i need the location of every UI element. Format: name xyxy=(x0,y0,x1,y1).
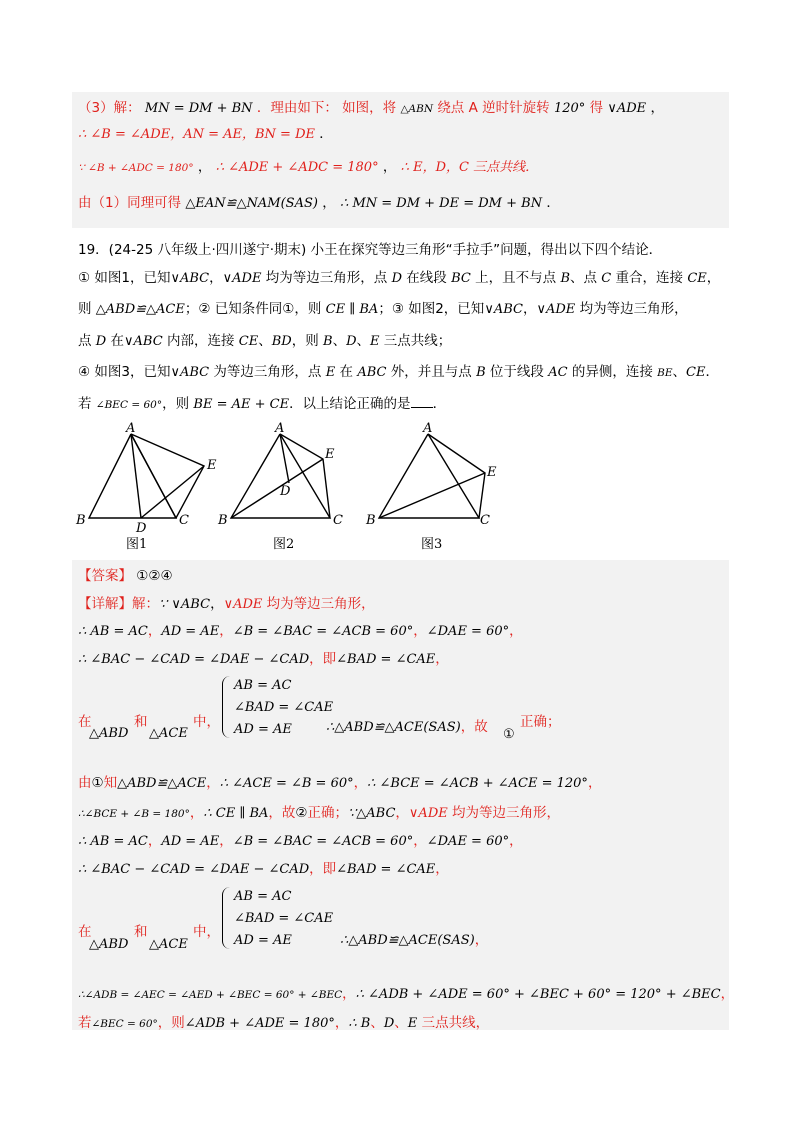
text: ， xyxy=(322,195,336,211)
sys2-mid xyxy=(134,922,148,942)
math: ∨ADE xyxy=(223,597,263,612)
text: 、 xyxy=(258,333,272,349)
text: 均为等边三角形，点 xyxy=(261,270,392,286)
fig2-label-d: D xyxy=(280,484,291,499)
figure-2 xyxy=(231,434,330,518)
text: ， xyxy=(435,651,449,667)
math: AD = AE xyxy=(161,624,220,639)
sys2-post xyxy=(193,922,220,942)
math: △EAN≌△NAM(SAS) xyxy=(185,196,318,211)
sys2-conclusion xyxy=(340,930,488,951)
text: 均为等边三角形， xyxy=(575,301,688,317)
text: ， xyxy=(197,159,212,175)
math: ∨ABC xyxy=(170,365,210,380)
part3-line3 xyxy=(78,157,538,178)
text: 在线段 xyxy=(402,270,452,286)
q19-line1 xyxy=(78,240,662,260)
text: 均为等边三角形， xyxy=(262,596,375,612)
math: ∴∠BCE + ∠B = 180° xyxy=(78,808,190,820)
math: BE = AE + CE xyxy=(193,397,290,412)
left-brace xyxy=(222,887,231,949)
math: CE xyxy=(238,334,259,349)
math: B xyxy=(476,365,486,380)
math: ∴ E，D，C 三点共线． xyxy=(400,160,539,175)
fig1-caption: 图1 xyxy=(126,537,148,552)
math: CE xyxy=(686,365,706,380)
detail-line7 xyxy=(78,831,523,852)
text: ，即 xyxy=(309,861,337,877)
text: 外，并且与点 xyxy=(386,364,477,380)
math: B xyxy=(560,271,570,286)
math: ∵ ∨ABC xyxy=(159,597,211,612)
text: ，则 xyxy=(162,396,194,412)
text: 、 xyxy=(394,1015,408,1031)
math: ∠BAD = ∠CAE xyxy=(336,652,436,667)
text: 和 xyxy=(134,714,148,730)
sys1-row: ∠BAD = ∠CAE xyxy=(234,700,334,715)
text: ， xyxy=(413,623,427,639)
math: ∴ ∠ACE = ∠B = 60° xyxy=(219,776,354,791)
text: ，则 xyxy=(291,333,323,349)
fig2-triangle-abc xyxy=(231,434,330,518)
text: 上，且不与点 xyxy=(470,270,561,286)
part3-line2 xyxy=(78,124,333,145)
text: ， xyxy=(435,861,449,877)
fig2-seg-be xyxy=(231,459,323,518)
detail-line8 xyxy=(78,859,449,880)
math: ∨ADE xyxy=(536,302,576,317)
text: ② xyxy=(295,805,308,821)
text: 、 xyxy=(672,364,687,380)
text: 由（1）同理可得 xyxy=(78,195,182,211)
sys1-triangle1: △ABD xyxy=(89,726,129,741)
text: 中， xyxy=(193,924,220,940)
math: ∴ ∠BAC − ∠CAD = ∠DAE − ∠CAD xyxy=(78,652,310,667)
math: BC xyxy=(451,271,471,286)
text: ① 如图1，已知 xyxy=(78,270,171,286)
text: 在 xyxy=(78,924,92,940)
text: 则 xyxy=(78,301,96,317)
fig2-label-b: B xyxy=(218,513,228,528)
text: ， xyxy=(474,932,489,948)
fig2-label-c: C xyxy=(333,513,343,528)
math: ∴ CE ∥ BA xyxy=(203,806,269,821)
text: ， xyxy=(509,623,523,639)
answer-blank xyxy=(411,395,433,408)
math: ∴ ∠ADE + ∠ADC = 180° xyxy=(215,160,379,175)
text: 正确； xyxy=(520,714,561,730)
text: ．理由如下： xyxy=(256,100,338,116)
fig2-label-e: E xyxy=(325,447,335,462)
math: AC xyxy=(548,365,568,380)
math: ∴△ABD≌△ACE(SAS) xyxy=(340,933,475,948)
text: 均为等边三角形， xyxy=(447,805,561,821)
math: ∴ ∠ADB + ∠ADE = 60° + ∠BEC + 60° = 120° + ∠BEC xyxy=(355,987,721,1002)
text: ， xyxy=(509,833,523,849)
fig2-label-a: A xyxy=(275,421,285,436)
figure-3 xyxy=(379,434,485,518)
text: 和 xyxy=(134,924,148,940)
math: BE xyxy=(657,367,673,379)
text: ．以上结论正确的是 xyxy=(289,396,411,412)
detail-line9 xyxy=(78,984,734,1005)
q19-line2 xyxy=(78,268,720,289)
text: 内部，连接 xyxy=(162,333,239,349)
text: ，即 xyxy=(309,651,337,667)
math: D xyxy=(95,334,107,349)
text: ， xyxy=(395,805,409,821)
sys2-triangle2: △ACE xyxy=(149,937,188,952)
text: ，故 xyxy=(268,805,296,821)
sys1-tail2 xyxy=(520,712,561,732)
text: 在 xyxy=(106,333,125,349)
math: ∴ AB = AC xyxy=(78,624,148,639)
text: ． xyxy=(705,364,719,380)
part3-line4 xyxy=(78,193,560,214)
math: D xyxy=(383,1016,395,1031)
math: ∴ AB = AC xyxy=(78,834,148,849)
part3-line1 xyxy=(78,98,664,119)
math: ABC xyxy=(357,365,387,380)
fig1-sides-ae-ec xyxy=(131,434,204,518)
detail-line2 xyxy=(78,621,523,642)
sys1-triangle2: △ACE xyxy=(149,726,188,741)
math: CE xyxy=(687,271,707,286)
text: ， xyxy=(587,775,602,791)
math: B xyxy=(323,334,333,349)
text: 得 xyxy=(589,100,604,116)
sys2-row: AB = AC xyxy=(234,889,292,904)
text: 如图，将 xyxy=(342,100,397,116)
text: 绕点 A 逆时针旋转 xyxy=(437,100,550,116)
text: ， xyxy=(382,159,397,175)
fig3-label-e: E xyxy=(487,465,497,480)
text: ，则 xyxy=(157,1015,185,1031)
math: ∠BEC = 60° xyxy=(91,1018,158,1030)
math: ∴ B xyxy=(348,1016,371,1031)
text: ． xyxy=(432,396,447,412)
math: AD = AE xyxy=(161,834,220,849)
fig1-seg-ad xyxy=(131,434,141,518)
text: 的异侧，连接 xyxy=(567,364,658,380)
text: 重合，连接 xyxy=(611,270,688,286)
fig1-label-a: A xyxy=(126,421,136,436)
sys2-triangle1: △ABD xyxy=(89,937,129,952)
text: ， xyxy=(650,100,664,116)
fig3-label-a: A xyxy=(423,421,433,436)
math: ∴ ∠B = ∠ADE，AN = AE，BN = DE xyxy=(78,127,315,142)
text: ， xyxy=(706,270,721,286)
text: 三点共线， xyxy=(417,1015,490,1031)
sys1-post xyxy=(193,712,220,732)
sys1-conclusion xyxy=(326,717,488,738)
math: E xyxy=(325,365,336,380)
text: ， xyxy=(206,775,220,791)
math: ∨ADE xyxy=(408,806,448,821)
part-label: （3）解： xyxy=(78,100,141,116)
text: ， xyxy=(147,833,162,849)
answer-line xyxy=(78,566,173,586)
sys1-mid xyxy=(134,712,148,732)
text: ；③ 如图2，已知 xyxy=(378,301,485,317)
math: C xyxy=(601,271,612,286)
math: ∠BEC = 60° xyxy=(95,399,163,411)
fig3-triangle-abc xyxy=(379,434,479,518)
sys2-row: ∠BAD = ∠CAE xyxy=(234,911,334,926)
text: ， xyxy=(209,270,223,286)
fig2-caption: 图2 xyxy=(273,537,295,552)
math: △ABD≌△ACE xyxy=(117,776,207,791)
fig3-label-b: B xyxy=(366,513,376,528)
math: ∨ADE xyxy=(607,101,647,116)
math: ∴ ∠BAC − ∠CAD = ∠DAE − ∠CAD xyxy=(78,862,310,877)
text: 正确； xyxy=(307,805,349,821)
text: 由 xyxy=(78,775,92,791)
answer-label: 【答案】 xyxy=(78,568,132,584)
q19-line4 xyxy=(78,331,451,352)
text: ① xyxy=(91,775,104,791)
text: 在 xyxy=(335,364,358,380)
text: ， xyxy=(522,301,537,317)
math: ∨ABC xyxy=(484,302,523,317)
text: ， xyxy=(720,986,735,1002)
math: ∠DAE = 60° xyxy=(426,624,510,639)
text: ， xyxy=(147,623,162,639)
math: D xyxy=(391,271,402,286)
detail-label: 【详解】解： xyxy=(78,596,159,612)
math: △ABN xyxy=(400,103,434,115)
text: 三点共线； xyxy=(379,333,452,349)
text: ， xyxy=(342,986,356,1002)
math: ∠B = ∠BAC = ∠ACB = 60° xyxy=(232,624,414,639)
math: E xyxy=(370,334,380,349)
math: E xyxy=(407,1016,418,1031)
q19-line5 xyxy=(78,362,719,383)
text: ，故 xyxy=(460,719,488,735)
q19-line6 xyxy=(78,394,446,415)
text: ， xyxy=(219,833,233,849)
math: MN = DM + BN xyxy=(144,101,253,116)
fig1-label-d: D xyxy=(136,521,147,536)
math: CE ∥ BA xyxy=(325,302,379,317)
text: 中， xyxy=(193,714,220,730)
text: ． xyxy=(546,195,560,211)
detail-line10 xyxy=(78,1013,489,1034)
math: ∵△ABC xyxy=(348,806,396,821)
math: 120° xyxy=(553,101,586,116)
text: 在 xyxy=(78,714,92,730)
math: D xyxy=(346,334,357,349)
math: ∴△ABD≌△ACE(SAS) xyxy=(326,720,461,735)
sys1-row: AB = AC xyxy=(234,678,292,693)
math: ∠DAE = 60° xyxy=(426,834,510,849)
text: 、 xyxy=(356,333,370,349)
text: 若 xyxy=(78,1015,92,1031)
detail-line1 xyxy=(78,594,375,615)
fig1-label-b: B xyxy=(76,513,86,528)
text: 知 xyxy=(103,775,118,791)
fig3-label-c: C xyxy=(480,513,490,528)
sys1-row: AD = AE xyxy=(234,722,292,737)
fig1-seg-ac xyxy=(131,434,176,518)
text: 、点 xyxy=(570,270,602,286)
math: ∨ABC xyxy=(124,334,163,349)
text: 点 xyxy=(78,333,96,349)
figure-1 xyxy=(89,434,204,518)
figures xyxy=(60,418,520,558)
left-brace xyxy=(222,676,231,738)
math: ∵ ∠B + ∠ADC = 180° xyxy=(78,162,194,174)
math: ∠B = ∠BAC = ∠ACB = 60° xyxy=(232,834,414,849)
math: ∴∠ADB = ∠AEC = ∠AED + ∠BEC = 60° + ∠BEC xyxy=(78,989,343,1001)
text: ；② 已知条件同①，则 xyxy=(184,301,326,317)
answer-value: ①②④ xyxy=(136,568,173,584)
text: ， xyxy=(334,1015,349,1031)
math: ∨ABC xyxy=(170,271,210,286)
math: BD xyxy=(271,334,292,349)
fig3-seg-be xyxy=(379,473,485,518)
circled-one: ① xyxy=(503,727,515,742)
text: 、 xyxy=(332,333,347,349)
q19-line3 xyxy=(78,299,688,320)
fig1-label-c: C xyxy=(179,513,189,528)
text: 、 xyxy=(370,1015,384,1031)
text: 若 xyxy=(78,396,96,412)
text: ， xyxy=(210,596,224,612)
math: ∨ADE xyxy=(222,271,262,286)
text: ， xyxy=(189,805,204,821)
text: ， xyxy=(413,833,427,849)
math: △ABD≌△ACE xyxy=(95,302,185,317)
text: ， xyxy=(219,623,233,639)
text: ④ 如图3，已知 xyxy=(78,364,171,380)
math: ∠BAD = ∠CAE xyxy=(336,862,436,877)
question-title: 19．(24-25 八年级上·四川遂宁·期末) 小王在探究等边三角形“手拉手”问题，得出以下四个结论． xyxy=(78,242,663,258)
detail-line6 xyxy=(78,803,560,824)
detail-line5 xyxy=(78,773,601,794)
text: 位于线段 xyxy=(485,364,549,380)
text: 为等边三角形，点 xyxy=(209,364,326,380)
math: ∴ MN = DM + DE = DM + BN xyxy=(340,196,543,211)
text: ． xyxy=(319,126,333,142)
math: ∴ ∠BCE = ∠ACB + ∠ACE = 120° xyxy=(367,776,588,791)
sys2-row: AD = AE xyxy=(234,933,292,948)
fig3-caption: 图3 xyxy=(421,537,443,552)
detail-line3 xyxy=(78,649,449,670)
math: ∠ADB + ∠ADE = 180° xyxy=(184,1016,335,1031)
fig1-label-e: E xyxy=(207,458,217,473)
text: ， xyxy=(353,775,368,791)
